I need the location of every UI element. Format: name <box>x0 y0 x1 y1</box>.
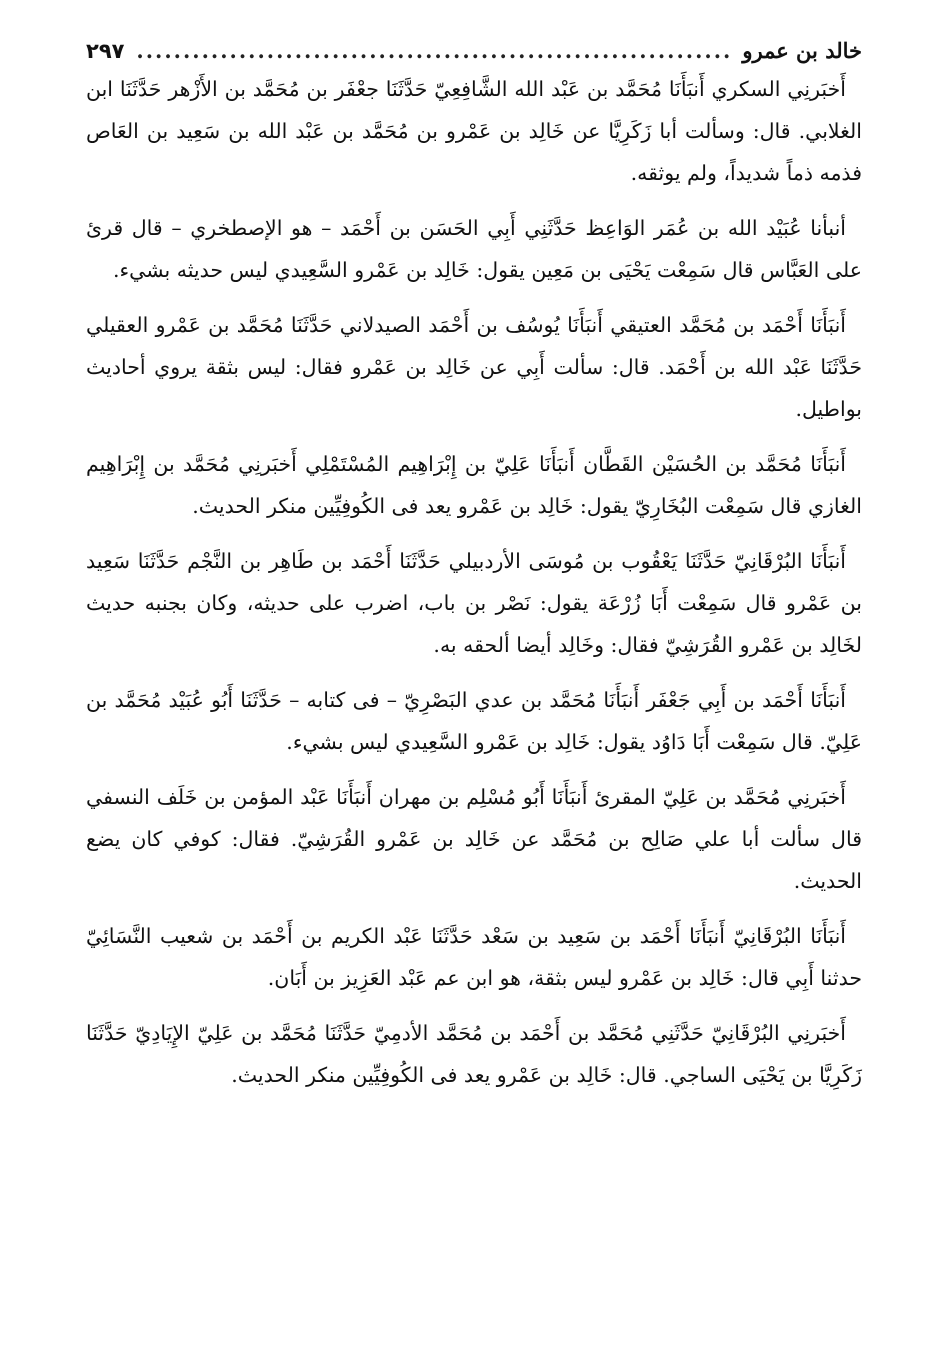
narration-paragraph-6: أَنبَأَنَا أَحْمَد بن أَبِي جَعْفَر أَنبَأَنَا مُحَمَّد بن عدي البَصْرِيّ – فى كتابه – حَدَّثَنَا أَبُو عُبَيْد مُحَمَّد بن عَلِيّ. قال سَمِعْت أَبَا دَاوُد يقول: خَالِد بن عَمْرو السَّعِيدي ليس بشيء. <box>86 688 862 754</box>
narration-paragraph-3: أَنبَأَنَا أَحْمَد بن مُحَمَّد العتيقي أَنبَأَنَا يُوسُف بن أَحْمَد الصيدلاني حَدَّثَنَا مُحَمَّد بن عَمْرو العقيلي حَدَّثَنَا عَبْد الله بن أَحْمَد. قال: سألت أَبِي عن خَالِد بن عَمْرو فقال: ليس بثقة يروي أحاديث بواطيل. <box>86 313 862 421</box>
book-page <box>86 36 862 1109</box>
narration-list <box>86 68 862 1096</box>
page-number: ٢٩٧ <box>86 39 125 63</box>
leader-dots <box>134 36 732 66</box>
narration-paragraph-8: أَنبَأَنَا البُرْقَانِيّ أَنبَأَنَا أَحْمَد بن سَعِيد بن سَعْد حَدَّثَنَا عَبْد الكريم بن أَحْمَد بن شعيب النَّسَائِيّ حدثنا أَبِي قال: خَالِد بن عَمْرو ليس بثقة، هو ابن عم عَبْد العَزِيز بن أَبَان. <box>86 924 862 990</box>
running-header <box>86 36 862 66</box>
narration-paragraph-4: أَنبَأَنَا مُحَمَّد بن الحُسَيْن القَطَّان أَنبَأَنَا عَلِيّ بن إِبْرَاهِيم المُسْتَمْلِي أَخبَرنِي مُحَمَّد بن إِبْرَاهِيم الغازي قال سَمِعْت البُخَارِيّ يقول: خَالِد بن عَمْرو يعد فى الكُوفِيِّين منكر الحديث. <box>86 452 862 518</box>
narration-paragraph-2: أنبأنا عُبَيْد الله بن عُمَر الوَاعِظ حَدَّثَنِي أَبِي الحَسَن بن أَحْمَد – هو الإصطخري – قال قرئ على العَبَّاس قال سَمِعْت يَحْيَى بن مَعِين يقول: خَالِد بن عَمْرو السَّعِيدي ليس حديثه بشيء. <box>86 216 862 282</box>
narration-paragraph-7: أَخبَرنِي مُحَمَّد بن عَلِيّ المقرئ أَنبَأَنَا أَبُو مُسْلِم بن مهران أَنبَأَنَا عَبْد المؤمن بن خَلَف النسفي قال سألت أبا علي صَالِح بن مُحَمَّد عن خَالِد بن عَمْرو القُرَشِيّ. فقال: كوفي كان يضع الحديث. <box>86 785 862 893</box>
narration-paragraph-5: أَنبَأَنَا البُرْقَانِيّ حَدَّثَنَا يَعْقُوب بن مُوسَى الأردبيلي حَدَّثَنَا أَحْمَد بن طَاهِر بن النَّجْم حَدَّثَنَا سَعِيد بن عَمْرو قال سَمِعْت أَبَا زُرْعَة يقول: نَصْر بن باب، اضرب على حديثه، وكان بجنبه حديث لخَالِد بن عَمْرو القُرَشِيّ فقال: وخَالِد أيضا ألحقه به. <box>86 549 862 657</box>
narration-paragraph-9: أَخبَرنِي البُرْقَانِيّ حَدَّثَنِي مُحَمَّد بن أَحْمَد بن مُحَمَّد الأدمِيّ حَدَّثَنَا مُحَمَّد بن عَلِيّ الإِيَادِيّ حَدَّثَنَا زَكَرِيَّا بن يَحْيَى الساجي. قال: خَالِد بن عَمْرو يعد فى الكُوفِيِّين منكر الحديث. <box>86 1021 862 1087</box>
narration-paragraph-1: أَخبَرنِي السكري أَنبَأَنَا مُحَمَّد بن عَبْد الله الشَّافِعِيّ حَدَّثَنَا جعْفَر بن مُحَمَّد بن الأَزْهر حَدَّثَنَا ابن الغلابي. قال: وسألت أبا زَكَرِيَّا عن خَالِد بن عَمْرو بن مُحَمَّد بن عَبْد الله بن سَعِيد بن العَاص فذمه ذماً شديداً، ولم يوثقه. <box>86 77 862 185</box>
chapter-title: خالد بن عمرو <box>742 38 862 63</box>
